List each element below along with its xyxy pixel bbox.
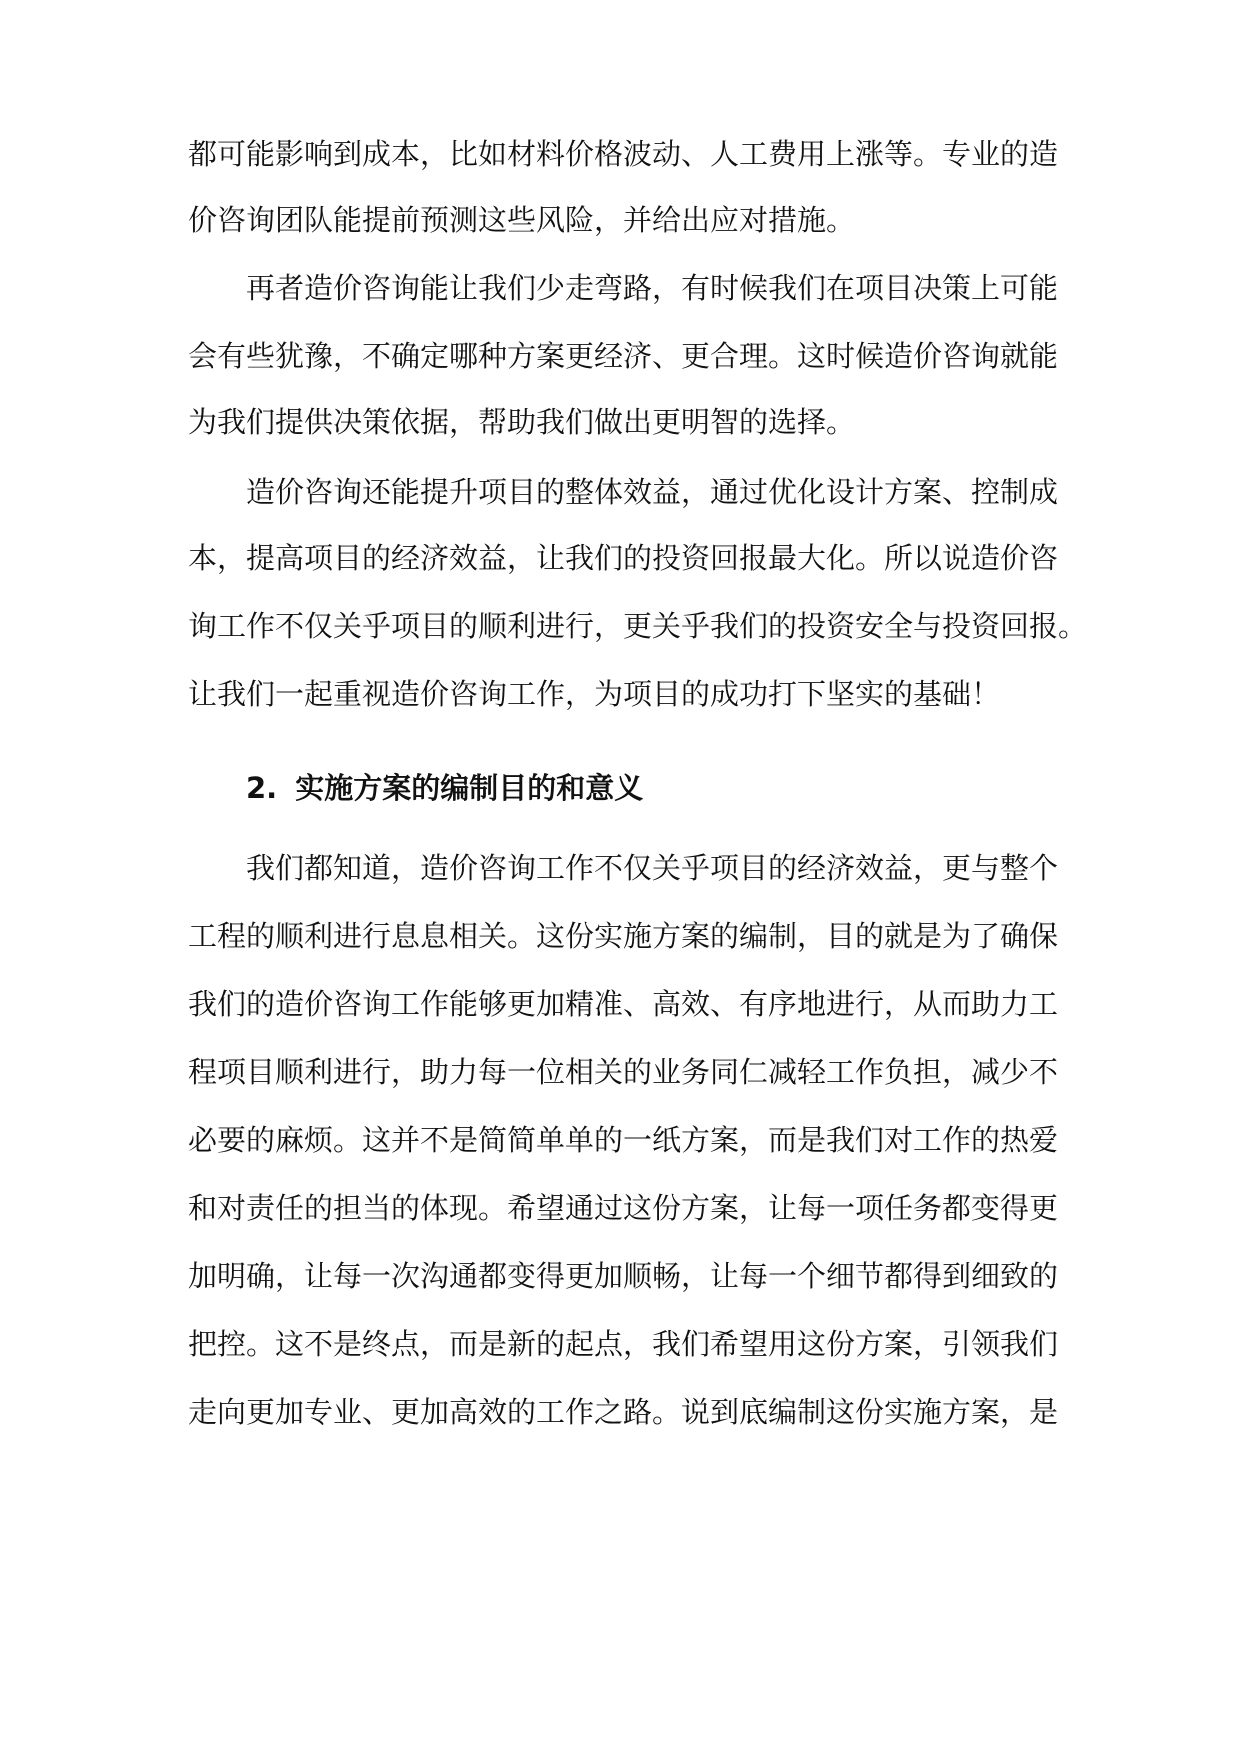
paragraph-line: 工程的顺利进行息息相关。这份实施方案的编制，目的就是为了确保 (188, 919, 1059, 953)
paragraph-line: 询工作不仅关乎项目的顺利进行，更关乎我们的投资安全与投资回报。 (188, 609, 1088, 643)
paragraph-line: 必要的麻烦。这并不是简简单单的一纸方案，而是我们对工作的热爱 (188, 1123, 1059, 1157)
paragraph-line: 程项目顺利进行，助力每一位相关的业务同仁减轻工作负担，减少不 (188, 1055, 1059, 1089)
paragraph-line: 把控。这不是终点，而是新的起点，我们希望用这份方案，引领我们 (188, 1327, 1059, 1361)
paragraph-line: 再者造价咨询能让我们少走弯路，有时候我们在项目决策上可能 (246, 271, 1059, 305)
paragraph-line: 我们都知道，造价咨询工作不仅关乎项目的经济效益，更与整个 (246, 851, 1059, 885)
paragraph-line: 本，提高项目的经济效益，让我们的投资回报最大化。所以说造价咨 (188, 541, 1059, 575)
paragraph-line: 和对责任的担当的体现。希望通过这份方案，让每一项任务都变得更 (188, 1191, 1059, 1225)
paragraph-line: 价咨询团队能提前预测这些风险，并给出应对措施。 (188, 203, 856, 237)
paragraph-line: 为我们提供决策依据，帮助我们做出更明智的选择。 (188, 405, 856, 439)
paragraph-line: 会有些犹豫，不确定哪种方案更经济、更合理。这时候造价咨询就能 (188, 339, 1059, 373)
paragraph-line: 造价咨询还能提升项目的整体效益，通过优化设计方案、控制成 (246, 475, 1059, 509)
section-number: 2. (246, 771, 278, 805)
paragraph-line: 我们的造价咨询工作能够更加精准、高效、有序地进行，从而助力工 (188, 987, 1059, 1021)
paragraph-line: 都可能影响到成本，比如材料价格波动、人工费用上涨等。专业的造 (188, 137, 1059, 171)
paragraph-line: 走向更加专业、更加高效的工作之路。说到底编制这份实施方案，是 (188, 1395, 1059, 1429)
section-title: 实施方案的编制目的和意义 (295, 771, 644, 805)
paragraph-line: 加明确，让每一次沟通都变得更加顺畅，让每一个细节都得到细致的 (188, 1259, 1059, 1293)
paragraph-line: 让我们一起重视造价咨询工作，为项目的成功打下坚实的基础！ (188, 677, 1001, 711)
section-heading (246, 758, 1056, 818)
